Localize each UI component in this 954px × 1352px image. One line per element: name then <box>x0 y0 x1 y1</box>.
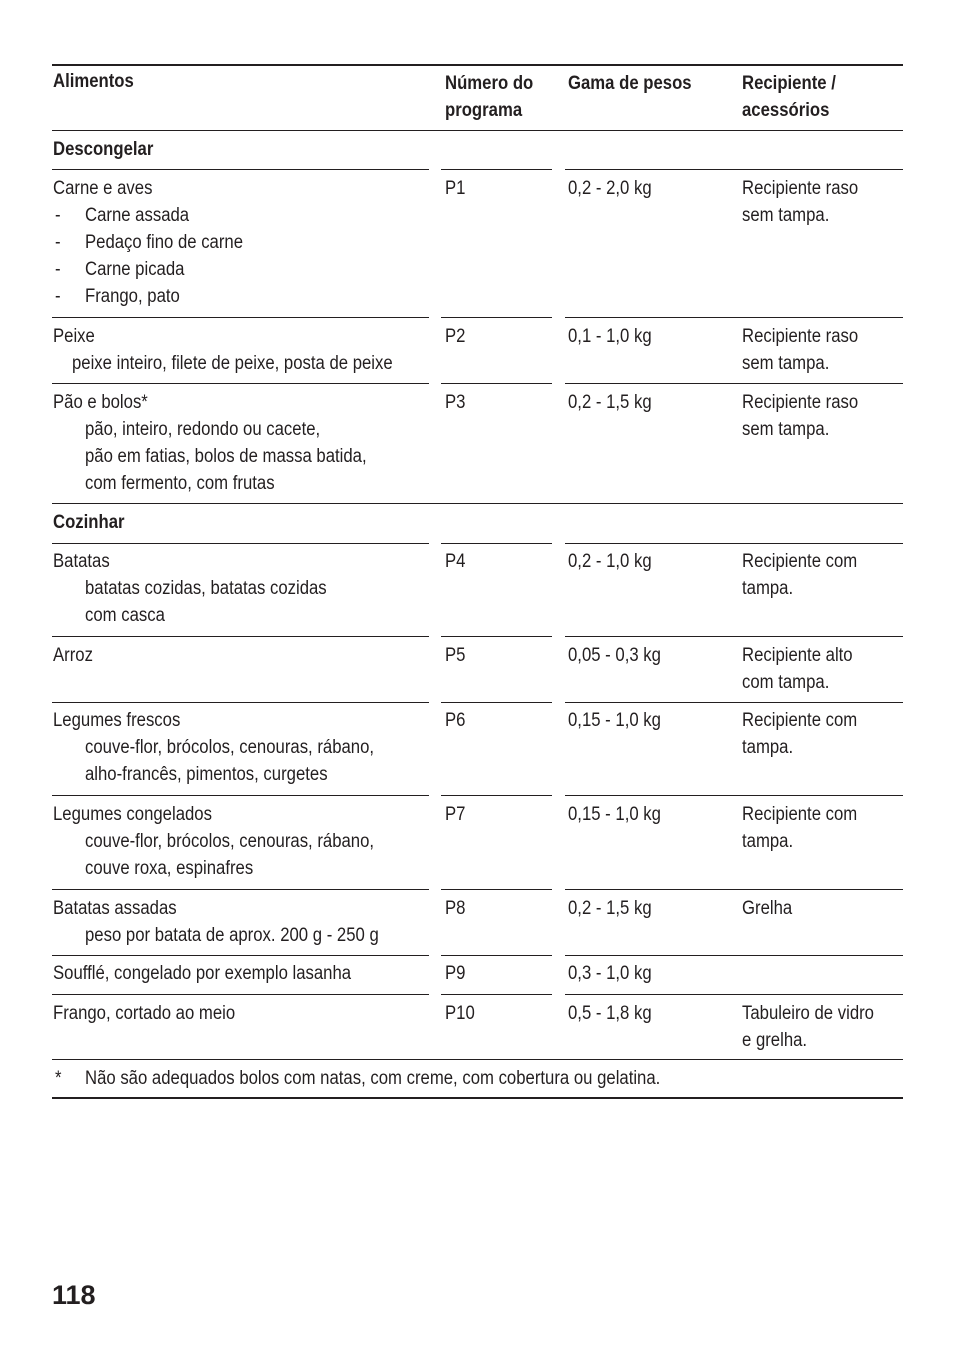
row-rule <box>441 955 552 956</box>
container-text: sem tampa. <box>742 353 830 374</box>
row-rule <box>565 383 903 384</box>
page-number: 118 <box>52 1280 96 1310</box>
food-subitem: couve roxa, espinafres <box>85 858 254 879</box>
row-rule <box>565 169 903 170</box>
row-rule <box>441 317 552 318</box>
row-rule <box>565 955 903 956</box>
food-subitem: pão em fatias, bolos de massa batida, <box>85 446 367 467</box>
food-title: Legumes frescos <box>53 710 181 731</box>
header-foods: Alimentos <box>53 71 134 92</box>
food-subitem: pão, inteiro, redondo ou cacete, <box>85 419 321 440</box>
food-subitem: peso por batata de aprox. 200 g - 250 g <box>85 925 379 946</box>
row-rule <box>565 636 903 637</box>
row-rule <box>441 636 552 637</box>
row-rule <box>52 795 429 796</box>
food-subitem: Carne assada <box>85 205 190 226</box>
food-subitem: couve-flor, brócolos, cenouras, rábano, <box>85 737 375 758</box>
food-title: Batatas assadas <box>53 898 177 919</box>
weight-range: 0,1 - 1,0 kg <box>568 326 652 347</box>
row-rule <box>52 889 429 890</box>
food-subitem: peixe inteiro, filete de peixe, posta de peixe <box>72 353 393 374</box>
weight-range: 0,15 - 1,0 kg <box>568 710 661 731</box>
container-text: Recipiente raso <box>742 178 859 199</box>
row-rule <box>441 994 552 995</box>
container-text: Recipiente com <box>742 804 858 825</box>
list-bullet: - <box>55 232 61 253</box>
row-rule <box>52 543 429 544</box>
container-text: Recipiente com <box>742 551 858 572</box>
header-weight: Gama de pesos <box>568 73 692 94</box>
row-rule <box>52 317 429 318</box>
food-subitem: alho-francês, pimentos, curgetes <box>85 764 328 785</box>
container-text: Recipiente raso <box>742 392 859 413</box>
food-title: Peixe <box>53 326 95 347</box>
row-rule <box>441 169 552 170</box>
row-rule <box>52 383 429 384</box>
list-bullet: - <box>55 286 61 307</box>
container-text: Recipiente raso <box>742 326 859 347</box>
weight-range: 0,3 - 1,0 kg <box>568 963 652 984</box>
row-rule <box>52 169 429 170</box>
food-subitem: couve-flor, brócolos, cenouras, rábano, <box>85 831 375 852</box>
food-subitem: Frango, pato <box>85 286 180 307</box>
program-number: P1 <box>445 178 466 199</box>
container-text: Recipiente com <box>742 710 858 731</box>
container-text: sem tampa. <box>742 205 830 226</box>
row-rule <box>565 543 903 544</box>
table-bottom-rule <box>52 1097 903 1099</box>
container-text: e grelha. <box>742 1030 808 1051</box>
weight-range: 0,15 - 1,0 kg <box>568 804 661 825</box>
weight-range: 0,5 - 1,8 kg <box>568 1003 652 1024</box>
weight-range: 0,2 - 2,0 kg <box>568 178 652 199</box>
program-number: P2 <box>445 326 466 347</box>
footnote-text: Não são adequados bolos com natas, com creme, com cobertura ou gelatina. <box>85 1068 661 1089</box>
container-text: Recipiente alto <box>742 645 853 666</box>
row-rule <box>52 994 429 995</box>
container-text: tampa. <box>742 578 794 599</box>
weight-range: 0,2 - 1,5 kg <box>568 392 652 413</box>
row-rule <box>565 889 903 890</box>
header-bottom-rule <box>52 130 903 131</box>
row-rule <box>565 795 903 796</box>
program-number: P6 <box>445 710 466 731</box>
row-rule <box>565 994 903 995</box>
row-rule <box>565 702 903 703</box>
food-subitem: batatas cozidas, batatas cozidas <box>85 578 327 599</box>
container-text: Tabuleiro de vidro <box>742 1003 874 1024</box>
footnote-marker: * <box>55 1068 62 1089</box>
food-title: Pão e bolos* <box>53 392 148 413</box>
container-text: sem tampa. <box>742 419 830 440</box>
section-cook: Cozinhar <box>53 512 125 533</box>
food-title: Batatas <box>53 551 110 572</box>
row-rule <box>441 543 552 544</box>
weight-range: 0,2 - 1,5 kg <box>568 898 652 919</box>
food-subitem: com fermento, com frutas <box>85 473 275 494</box>
list-bullet: - <box>55 205 61 226</box>
container-text: tampa. <box>742 737 794 758</box>
row-rule <box>441 702 552 703</box>
program-number: P9 <box>445 963 466 984</box>
row-rule <box>52 702 429 703</box>
container-text: tampa. <box>742 831 794 852</box>
food-title: Soufflé, congelado por exemplo lasanha <box>53 963 352 984</box>
weight-range: 0,05 - 0,3 kg <box>568 645 661 666</box>
table-top-rule <box>52 64 903 66</box>
program-number: P5 <box>445 645 466 666</box>
food-subitem: Pedaço fino de carne <box>85 232 244 253</box>
food-title: Frango, cortado ao meio <box>53 1003 236 1024</box>
footnote-top-rule <box>52 1059 903 1060</box>
program-number: P10 <box>445 1003 475 1024</box>
header-program-line1: Número do <box>445 73 534 94</box>
food-title: Legumes congelados <box>53 804 212 825</box>
header-container-line1: Recipiente / <box>742 73 836 94</box>
list-bullet: - <box>55 259 61 280</box>
container-text: Grelha <box>742 898 793 919</box>
program-number: P3 <box>445 392 466 413</box>
food-title: Carne e aves <box>53 178 153 199</box>
food-title: Arroz <box>53 645 93 666</box>
row-rule <box>441 795 552 796</box>
header-program-line2: programa <box>445 100 523 121</box>
header-container-line2: acessórios <box>742 100 830 121</box>
program-number: P4 <box>445 551 466 572</box>
food-subitem: Carne picada <box>85 259 185 280</box>
row-rule <box>441 383 552 384</box>
row-rule <box>52 636 429 637</box>
section-defrost: Descongelar <box>53 139 154 160</box>
row-rule <box>441 889 552 890</box>
weight-range: 0,2 - 1,0 kg <box>568 551 652 572</box>
food-subitem: com casca <box>85 605 165 626</box>
program-number: P8 <box>445 898 466 919</box>
row-rule <box>565 317 903 318</box>
row-rule <box>52 955 429 956</box>
program-number: P7 <box>445 804 466 825</box>
container-text: com tampa. <box>742 672 830 693</box>
section-rule <box>52 503 903 504</box>
